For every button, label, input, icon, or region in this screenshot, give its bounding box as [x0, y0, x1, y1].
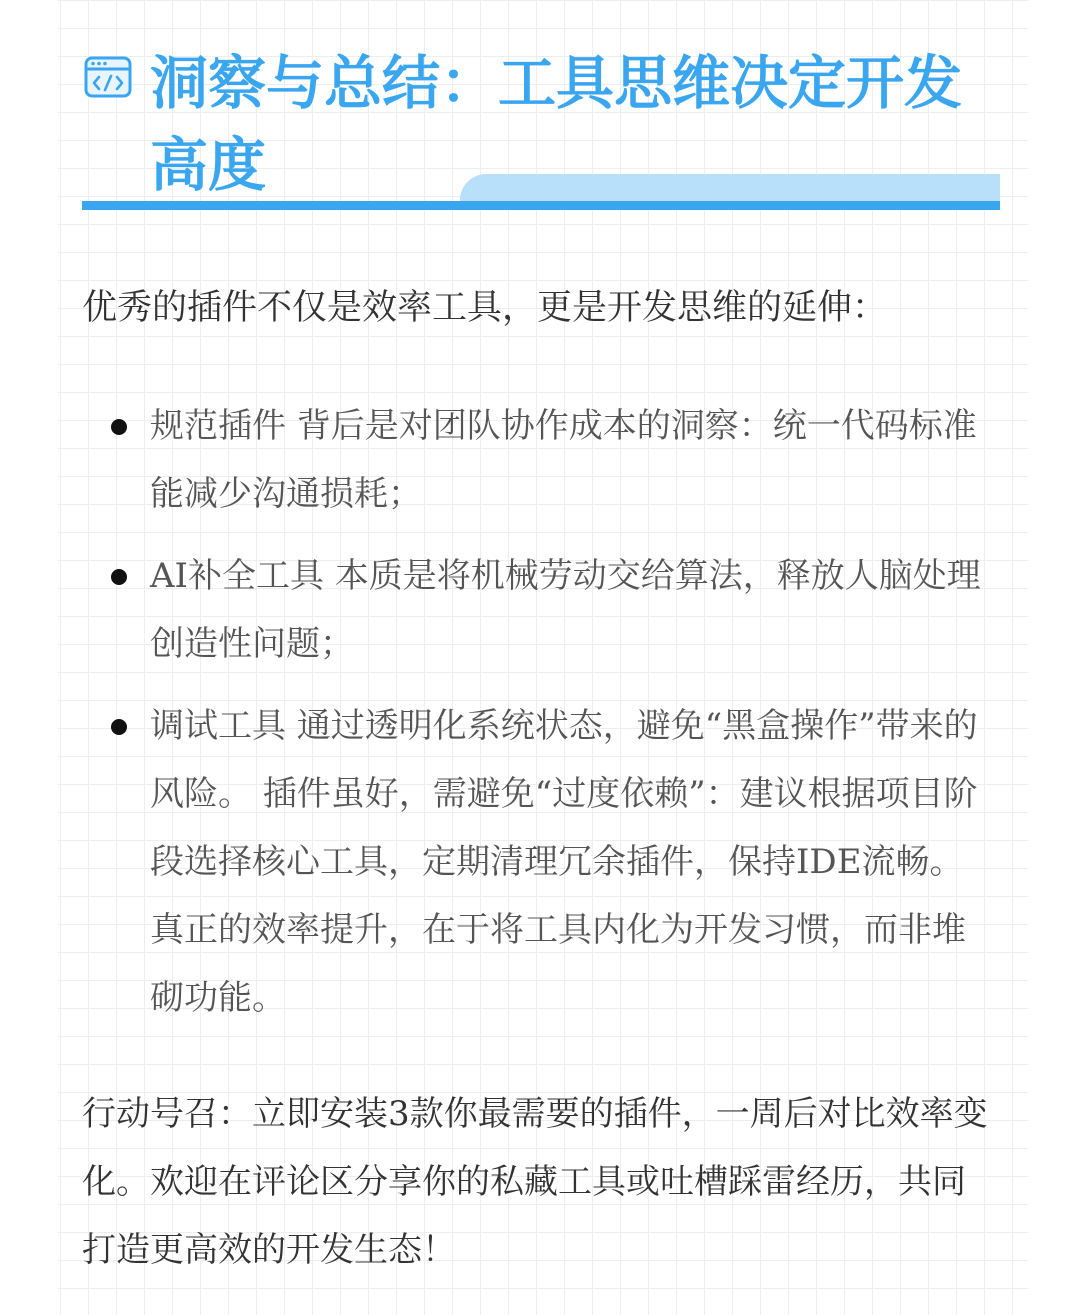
bullet-dot-icon [111, 719, 127, 735]
bullet-dot-icon [111, 419, 127, 435]
list-item-lead: 调试工具 [150, 706, 286, 746]
section-heading [82, 40, 1000, 212]
insight-list [82, 392, 994, 1032]
list-item-text: 本质是将机械劳动交给算法，释放人脑处理创造性问题； [150, 556, 981, 664]
intro-paragraph: 优秀的插件不仅是效率工具，更是开发思维的延伸： [82, 288, 888, 328]
section-title: 洞察与总结：工具思维决定开发高度 [150, 49, 963, 199]
list-item-text: 通过透明化系统状态，避免“黑盒操作”带来的风险。 插件虽好，需避免“过度依赖”：建议根据项目阶段选择核心工具，定期清理冗余插件，保持IDE流畅。真正的效率提升，在于将工具内化为开发习惯，而非堆砌功能。 [150, 706, 978, 1018]
article-body [82, 270, 994, 1284]
list-item [82, 542, 994, 678]
list-item-text: 背后是对团队协作成本的洞察：统一代码标准能减少沟通损耗； [150, 406, 977, 514]
list-item [82, 692, 994, 1032]
call-to-action: 行动号召：立即安装3款你最需要的插件，一周后对比效率变化。欢迎在评论区分享你的私藏工具或吐槽踩雷经历，共同打造更高效的开发生态！ [82, 1094, 988, 1270]
bullet-dot-icon [111, 569, 127, 585]
list-item [82, 392, 994, 528]
code-window-icon [84, 56, 132, 98]
list-item-lead: AI补全工具 [150, 556, 324, 596]
list-item-lead: 规范插件 [150, 406, 286, 446]
